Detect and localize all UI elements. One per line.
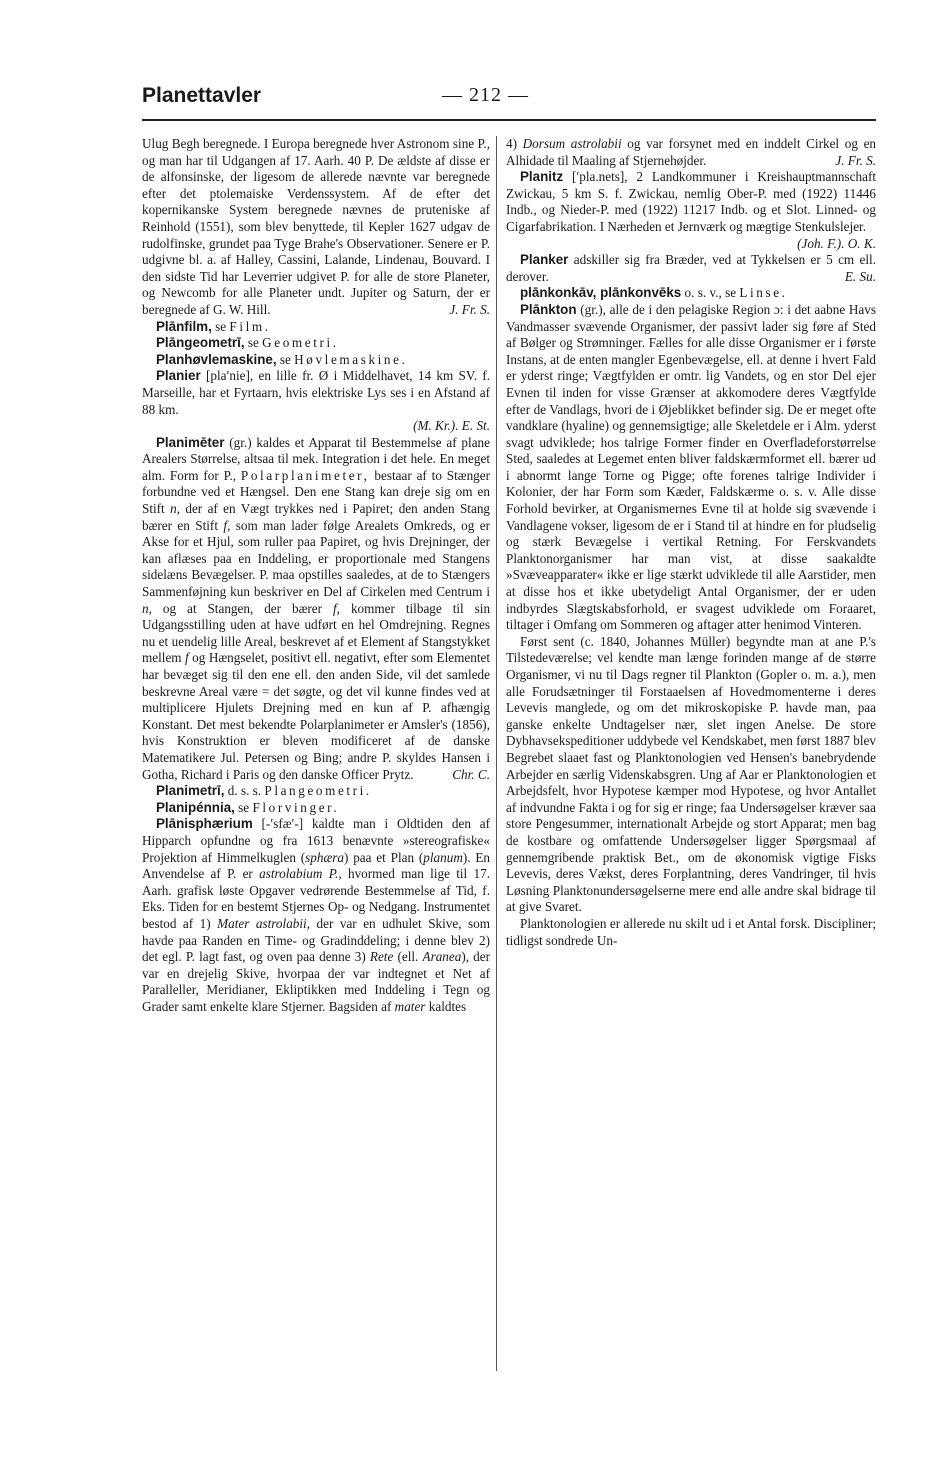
headword: Plānkton (520, 301, 577, 317)
entry-planker: Planker adskiller sig fra Bræder, ved at Tykkelsen er 5 cm ell. derover. E. Su. (506, 252, 876, 284)
entry-plankton: Plānkton (gr.), alle de i den pelagiske Region ɔ: i det aabne Havs Vandmasser svævende Organismer, der passivt lader sig føre af Sted af Bølger og Strømninger. Fælles for alle disse Organismer er i første Instans, at de enten mangler Egenbevægelse, ell. at denne i hvert Fald er yderst ringe; Vægtfylden er omtr. lig Vandets, og en stor Del ejer Evnen til inden for visse Grænser at akkomodere deres Vægtfylde efter de Vandlags, hvori de i Øjeblikket befinder sig. De er meget ofte vandklare (hyaline) og gennemsigtige; alle Skeletdele er i Alm. yderst svagt udviklede; hos talrige Former finder en Overfladeforstørrelse Sted, saaledes at Legemet enten bliver faldskærmformet ell. bærer ud i abnormt lange Torne og Pigge; ofte forenes talrige Individer i Kolonier, der har Form som Kæder, Faldskærme o. s. v. Alle disse Forhold bevirker, at Organismernes Evne til at holde sig svævende i Vandlagene vokser, ligesom de er i Stand til at hindre en for pludselig og stærk Bevægelse i vertikal Retning. For Ferskvandets Planktonorganismer har man vist, at disse saakaldte »Svæveapparater« ikke er lige stærkt udviklede til alle Aarstider, men at disse hos et ikke ubetydeligt Antal Organismer, der er uden indbyrdes Slægtskabsforhold, er svagest udviklede om Foraaret, tiltager i Omfang om Sommeren og aftager atter henimod Vinteren. (506, 301, 876, 633)
entry-planimetri: Planimetrī, d. s. s. Plangeometri. (156, 783, 372, 799)
cross-reference: Høvlemaskine. (294, 351, 408, 367)
paragraph-disciplines: Planktonologien er allerede nu skilt ud i et Antal forsk. Discipliner; tidligst sondrede Un- (506, 915, 876, 948)
page-number: — 212 — (442, 84, 529, 106)
headword: Plāngeometrī, (156, 335, 245, 351)
entry-continuation: Ulug Begh beregnede. I Europa beregnede hver Astronom sine P., og man har til Udgangen af 17. Aarh. 40 P. De ældste af disse er de alfonsinske, der ligesom de allerede nævnte var beregnede efter det ptolemaiske Verdenssystem. Af de efter det kopernikanske System beregnede nævnes de pruteniske af Reinhold (1551), som blev benyttede, til Kepler 1627 udgav de rudolfinske, grundet paa Tyge Brahe's Observationer. Senere er P. udgivne bl. a. af Halley, Cassini, Lalande, Lindenau, Bouvard. I den sidste Tid har Leverrier udgivet P. for alle de store Planeter, og Newcomb for alle Planeter undt. Jupiter og Saturn, der er beregnede af G. W. Hill. J. Fr. S. (142, 136, 490, 317)
headword: Plānisphærium (156, 816, 253, 832)
page-header (142, 84, 876, 114)
headword: Planimēter (156, 434, 225, 450)
cross-reference: Polarplanimeter, (240, 467, 370, 483)
author-signature: J. Fr. S. (835, 152, 876, 168)
author-signature: Chr. C. (452, 766, 490, 782)
entry-planitz: Planitz [′pla.nets], 2 Landkommuner i Kreishauptmannschaft Zwickau, 5 km S. f. Zwickau, nemlig Ober-P. med (1922) 11446 Indb., og Nieder-P. med (1922) 11217 Indb. og et Slot. Linned- og Cigarfabrikation. I Nærheden et Jernværk og mægtige Stenkulslejer. (Joh. F.). O. K. (506, 169, 877, 251)
headword: Planitz (520, 169, 564, 185)
entry-plankonkav: plānkonkāv, plānkonvēks o. s. v., se Linse. (520, 285, 788, 301)
column-divider (496, 136, 497, 1371)
entry-planfilm: Plānfilm, se Film. (156, 318, 271, 334)
paragraph-history: Først sent (c. 1840, Johannes Müller) begyndte man at ane P.'s Tilstedeværelse; vel kendte man længe forinden mange af de større Organismer, vi nu til Dags regner til Plankton (Gopler o. m. a.), men alle Forudsætninger til Forstaaelsen af Hovedmomenterne i deres Levevis manglede, og om det mikroskopiske P. havde man, paa ganske enkelte Undtagelser nær, slet ingen Anelse. De store Dybhavsekspeditioner uddybede vel Kendskabet, men først 1887 blev Begrebet slaaet fast og Planktonologien ved Hensen's banebrydende Arbejder en særlig Videnskabsgren. Ung af Aar er Planktonologien et Arbejdsfelt, hvor Hypotese kæmper mod Hypotese, og hvor Antallet af indvundne Fakta i og for sig er ringe; faa Undersøgelser kræver saa store Pengesummer, internationalt Arbejde og stort Apparat; men bag de kostbare og omfattende Undersøgelser ligger Spørgsmaal af gennemgribende praktisk Bet., om de økonomisk vigtige Fisks Levevis, deres Vækst, deres Forplantning, deres Vandringer, til hvis Løsning Planktonundersøgelserne mere end alle andre skal bidrage til at give Svaret. (506, 633, 876, 915)
headword: Planipénnia, (156, 799, 235, 815)
right-column (506, 136, 876, 949)
entry-continuation: 4) Dorsum astrolabii og var forsynet med en inddelt Cirkel og en Alhidade til Maaling af Stjernehøjder. J. Fr. S. (506, 136, 877, 168)
cross-reference: Film. (229, 318, 271, 334)
entry-plangeometri: Plāngeometrī, se Geometri. (156, 335, 339, 351)
headword: Planier (156, 368, 201, 384)
entry-planisphaerium: Plānisphærium [-′sfæ′-] kaldte man i Oldtiden den af Hipparch opfundne og fra 1613 benævnte »stereografiske« Projektion af Himmelkuglen (sphæra) paa et Plan (planum). En Anvendelse af P. er astrolabium P., hvormed man lige til 17. Aarh. grafisk løste Opgaver vedrørende Bestemmelse af Tid, f. Eks. Tiden for en bestemt Stjernes Op- og Nedgang. Instrumentet bestod af 1) Mater astrolabii, der var en udhulet Skive, som havde paa Randen en Time- og Gradinddeling; i denne blev 2) det egl. P. lagt fast, og oven paa denne 3) Rete (ell. Aranea), der var en drejelig Skive, hvorpaa der var indtegnet et Net af Paralleller, Meridianer, Ekliptikken med Inddeling i Tegn og Grader samt enkelte klare Stjerner. Bagsiden af mater kaldtes (142, 816, 491, 1014)
entry-planipennia: Planipénnia, se Florvinger. (156, 799, 340, 815)
headword: Planhøvlemaskine, (156, 351, 277, 367)
headword: Plānfilm, (156, 318, 212, 334)
headword: Planker (520, 252, 569, 268)
headword: Planimetrī, (156, 783, 225, 799)
header-rule (142, 119, 876, 121)
entry-planier: Planier [pla′nie], en lille fr. Ø i Middelhavet, 14 km SV. f. Marseille, har et Fyrtaarn, hvis elektriske Lys ses i en Afstand af 88 km. (142, 368, 491, 417)
entry-planhovlemaskine: Planhøvlemaskine, se Høvlemaskine. (156, 351, 408, 367)
headword: plānkonkāv, plānkonvēks (520, 285, 682, 301)
author-signature: J. Fr. S. (449, 301, 490, 317)
running-head: Planettavler (142, 84, 262, 107)
entry-planimeter: Planimēter (gr.) kaldes et Apparat til Bestemmelse af plane Arealers Størrelse, altsaa til mek. Integration i det hele. En meget alm. Form for P., Polarplanimeter, bestaar af to Stænger forbundne ved et Hængsel. Den ene Stang kan dreje sig om en Stift n, der af en Vægt trykkes ned i Papiret; den anden Stang bærer en Stift f, som man lader følge Arealets Omkreds, og er Akse for et Hjul, som ruller paa Papiret, og hvis Drejninger, der kan aflæses paa en Inddeling, er proportionale med Stangens sidelæns Bevægelser. P. maa opstilles saaledes, at de to Stængers Sammenføjning kun beskriver en Del af Cirkelen med Centrum i n, og at Stangen, der bærer f, kommer tilbage til sin Udgangsstilling uden at have udført en hel Omdrejning. Regnes nu et uendelig lille Areal, beskrevet af et Element af Stangstykket mellem f og Hængselet, positivt ell. negativt, efter som Elementet har bevæget sig til den ene ell. den anden Side, vil det samlede beskrevne Areal være = det søgte, og det vil kunne findes ved at multiplicere Hjulets Drejning med en kun af P. afhængig Konstant. Det mest bekendte Polarplanimeter er Amsler's (1856), hvis Konstruktion er bleven modificeret af de danske Matematikere Jul. Petersen og Bing; andre P. skyldes Hansen i Gotha, Richard i Paris og den danske Officer Prytz. Chr. C. (142, 434, 491, 782)
left-column (142, 136, 490, 1015)
cross-reference: Geometri. (262, 335, 339, 351)
cross-reference: Linse. (739, 285, 788, 301)
author-signature: (M. Kr.). E. St. (413, 418, 490, 434)
author-signature: (Joh. F.). O. K. (797, 235, 876, 251)
cross-reference: Florvinger. (252, 799, 340, 815)
cross-reference: Plangeometri. (264, 783, 372, 799)
author-signature: E. Su. (844, 268, 876, 284)
